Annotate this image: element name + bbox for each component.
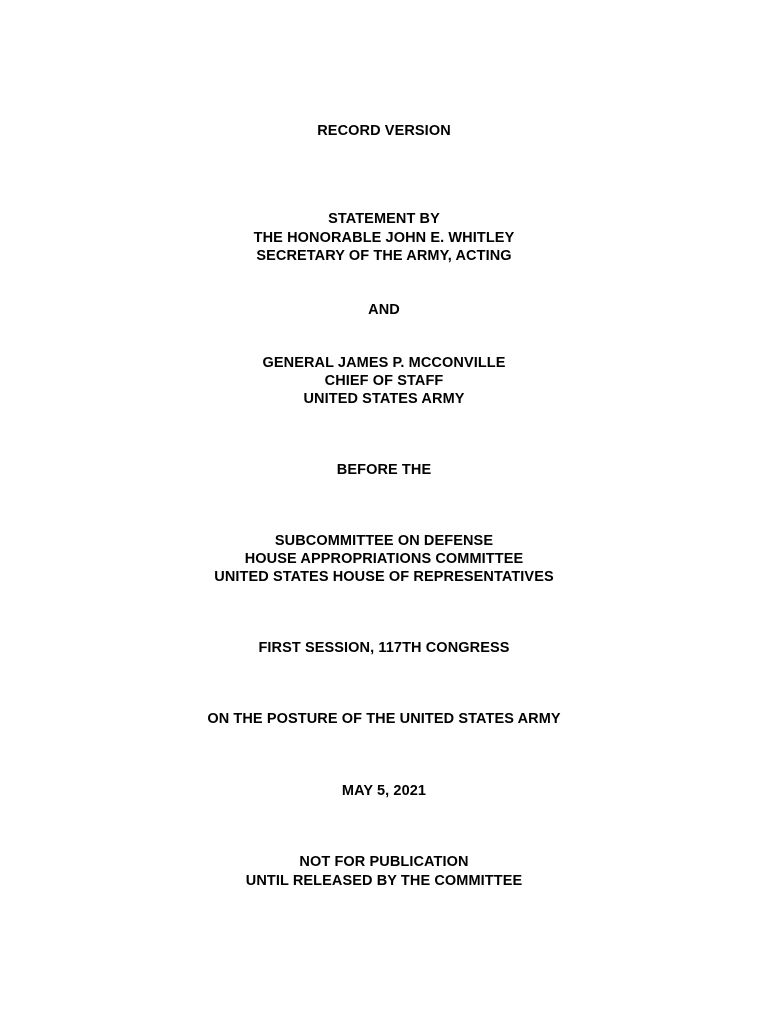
- house-name: UNITED STATES HOUSE OF REPRESENTATIVES: [214, 569, 554, 585]
- witness-organization-mcconville: UNITED STATES ARMY: [303, 391, 465, 407]
- witness-name-mcconville: GENERAL JAMES P. MCCONVILLE: [262, 355, 506, 371]
- committee-name: HOUSE APPROPRIATIONS COMMITTEE: [244, 551, 524, 567]
- subject-line: ON THE POSTURE OF THE UNITED STATES ARMY: [207, 711, 561, 727]
- statement-by-line: STATEMENT BY: [328, 211, 440, 227]
- before-the-line: BEFORE THE: [336, 462, 432, 478]
- embargo-line-1: NOT FOR PUBLICATION: [299, 854, 469, 870]
- subcommittee-name: SUBCOMMITTEE ON DEFENSE: [274, 533, 494, 549]
- record-version-heading: RECORD VERSION: [317, 123, 451, 139]
- embargo-line-2: UNTIL RELEASED BY THE COMMITTEE: [245, 873, 523, 889]
- session-line: FIRST SESSION, 117TH CONGRESS: [258, 640, 510, 656]
- date-line: MAY 5, 2021: [341, 783, 427, 799]
- witness-name-whitley: THE HONORABLE JOHN E. WHITLEY: [253, 230, 515, 246]
- and-line: AND: [368, 302, 400, 318]
- witness-title-mcconville: CHIEF OF STAFF: [324, 373, 444, 389]
- witness-title-whitley: SECRETARY OF THE ARMY, ACTING: [256, 248, 512, 264]
